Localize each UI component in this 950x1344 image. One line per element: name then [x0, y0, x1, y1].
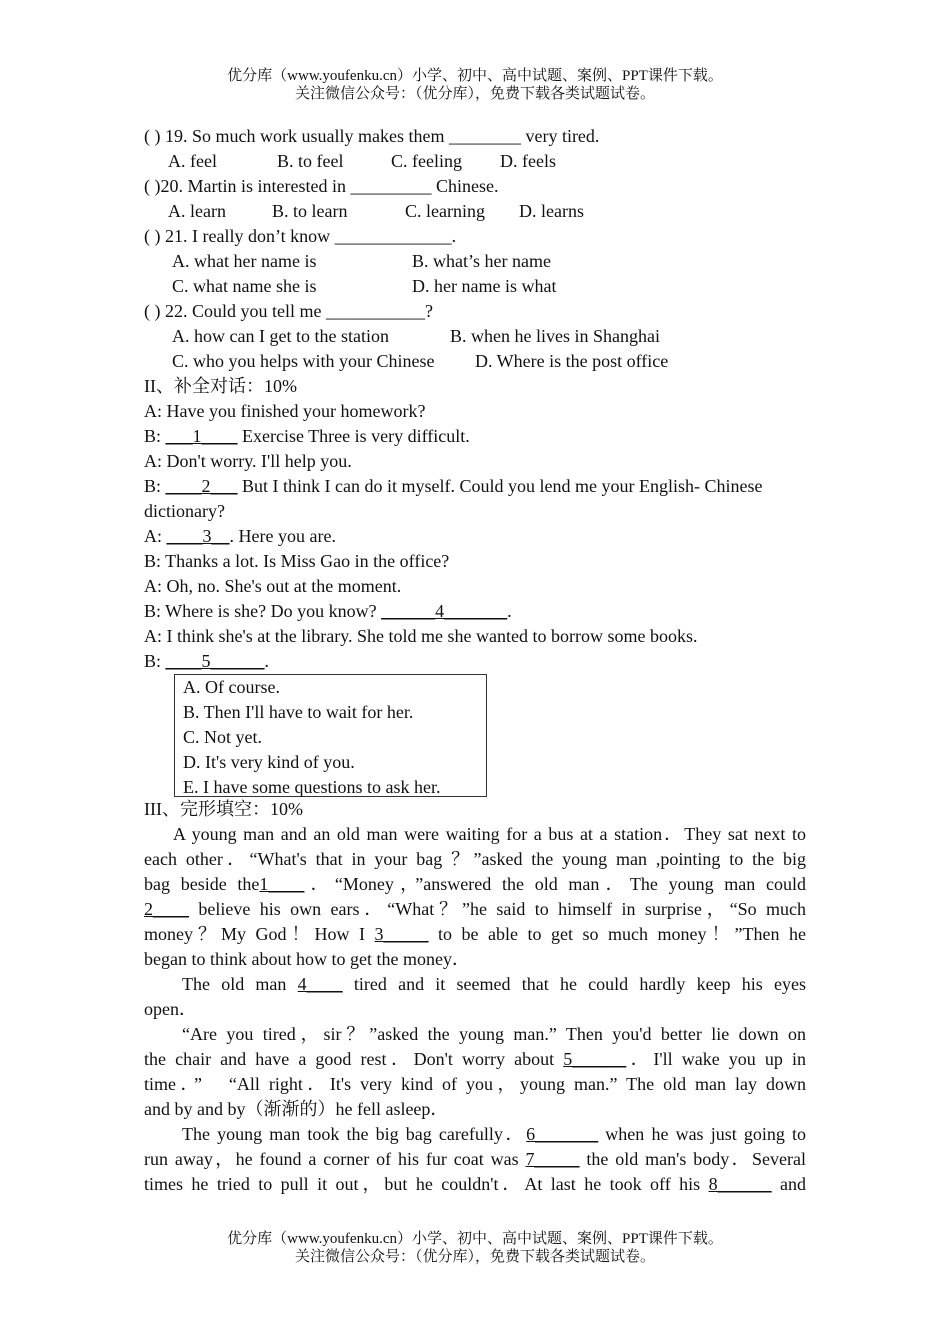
passage-line	[144, 947, 806, 972]
dialogue-text: A: Oh, no. She's out at the moment.	[144, 576, 402, 596]
dialogue-text: A:	[144, 526, 167, 546]
question-stem: ( ) 22. Could you tell me ___________?	[144, 301, 433, 321]
dialogue-text: Exercise Three is very difficult.	[237, 426, 470, 446]
dialogue-line	[144, 599, 806, 624]
dialogue-line	[144, 499, 806, 524]
dialogue-text: But I think I can do it myself. Could you lend me your English- Chinese	[237, 476, 763, 496]
dialogue-line	[144, 524, 806, 549]
passage-line	[144, 1172, 806, 1197]
cloze-blank: 2____	[144, 899, 189, 919]
passage-text: tired and it seemed that he could hardly keep his eyes	[342, 974, 806, 994]
cloze-blank: 1____	[259, 874, 305, 894]
passage-text: believe his own ears．“What？”he said to himself in surprise，“So much	[189, 899, 806, 919]
cloze-blank: 8______	[708, 1174, 772, 1194]
passage-text: open．	[144, 999, 197, 1019]
option: A. feel	[168, 151, 217, 171]
passage-line	[144, 822, 806, 847]
dialogue	[144, 399, 806, 674]
choice-item: A. Of course.	[183, 677, 280, 697]
dialogue-text: .	[264, 651, 270, 671]
options-row	[144, 199, 806, 224]
passage-text: the old man's body．Several	[579, 1149, 807, 1169]
question-stem: ( ) 19. So much work usually makes them ________ very tired.	[144, 126, 600, 146]
dialogue-line	[144, 649, 806, 674]
section-title: II、补全对话：10%	[144, 376, 297, 396]
option: A. learn	[168, 201, 226, 221]
options-row	[144, 274, 806, 299]
option: D. feels	[500, 151, 556, 171]
dialogue-text: B: Where is she? Do you know?	[144, 601, 382, 621]
option: C. who you helps with your Chinese	[172, 351, 435, 371]
passage-line	[144, 1147, 806, 1172]
footer-line-1: 优分库（www.youfenku.cn）小学、初中、高中试题、案例、PPT课件下载。	[227, 1231, 723, 1247]
passage-line	[144, 897, 806, 922]
option: B. what’s her name	[412, 251, 551, 271]
answer-blank: ______4_______	[381, 601, 508, 621]
dialogue-line	[144, 624, 806, 649]
answer-blank: ____3__	[166, 526, 230, 546]
dialogue-line	[144, 399, 806, 424]
dialogue-line	[144, 424, 806, 449]
option: D. learns	[519, 201, 584, 221]
passage-text: money？My God！How I	[144, 924, 375, 944]
option: C. learning	[405, 201, 485, 221]
answer-blank: ____5______	[165, 651, 265, 671]
dialogue-text: B:	[144, 426, 166, 446]
passage-text: The old man	[182, 974, 298, 994]
question-stem: ( ) 21. I really don’t know _____________.	[144, 226, 457, 246]
dialogue-line	[144, 449, 806, 474]
option: C. what name she is	[172, 276, 317, 296]
passage-line	[144, 922, 806, 947]
passage-text: A young man and an old man were waiting for a bus at a station．They sat next to	[173, 824, 806, 844]
passage-text: ．“Money，”answered the old man．The young man could	[304, 874, 806, 894]
cloze-blank: 3_____	[374, 924, 429, 944]
header-line-1: 优分库（www.youfenku.cn）小学、初中、高中试题、案例、PPT课件下载。	[227, 68, 723, 84]
options-row	[144, 324, 806, 349]
cloze-blank: 4____	[297, 974, 343, 994]
choice-box	[174, 674, 487, 797]
question-stem: ( )20. Martin is interested in _________ Chinese.	[144, 176, 499, 196]
option: D. her name is what	[412, 276, 557, 296]
passage-text: The young man took the big bag carefully．	[182, 1124, 527, 1144]
passage-line	[144, 997, 806, 1022]
footer-line-2: 关注微信公众号：（优分库），免费下载各类试题试卷。	[294, 1249, 655, 1265]
dialogue-text: .	[507, 601, 512, 621]
passage-text: bag beside the	[144, 874, 260, 894]
options-row	[144, 149, 806, 174]
page-footer	[0, 1230, 950, 1266]
cloze-passage	[144, 822, 806, 1197]
answer-blank: ___1____	[165, 426, 238, 446]
passage-text: each other．“What's that in your bag ？”asked the young man ,pointing to the big	[144, 849, 806, 869]
passage-line	[144, 972, 806, 997]
options-row	[144, 349, 806, 374]
choice-item: C. Not yet.	[183, 727, 262, 747]
cloze-blank: 5______	[563, 1049, 627, 1069]
dialogue-text: A: Don't worry. I'll help you.	[144, 451, 352, 471]
header-line-2: 关注微信公众号：（优分库），免费下载各类试题试卷。	[294, 86, 655, 102]
section-title: III、完形填空：10%	[144, 799, 303, 819]
dialogue-text: B: Thanks a lot. Is Miss Gao in the office?	[144, 551, 450, 571]
page-header	[0, 67, 950, 103]
cloze-blank: 6_______	[526, 1124, 599, 1144]
passage-line	[144, 1047, 806, 1072]
choice-item: B. Then I'll have to wait for her.	[183, 702, 414, 722]
answer-blank: ____2___	[165, 476, 238, 496]
dialogue-text: A: I think she's at the library. She told me she wanted to borrow some books.	[144, 626, 698, 646]
option: B. when he lives in Shanghai	[450, 326, 660, 346]
dialogue-text: dictionary?	[144, 501, 225, 521]
dialogue-line	[144, 549, 806, 574]
dialogue-line	[144, 574, 806, 599]
passage-line	[144, 1022, 806, 1047]
passage-line	[144, 1097, 806, 1122]
passage-text: began to think about how to get the money．	[144, 949, 470, 969]
passage-text: times he tried to pull it out，but he couldn't．At last he took off his	[144, 1174, 709, 1194]
option: A. what her name is	[172, 251, 317, 271]
option: C. feeling	[391, 151, 462, 171]
exam-content	[144, 124, 806, 1197]
passage-text: time．” “All right．It's very kind of you，young man.” The old man lay down	[144, 1074, 806, 1094]
option: D. Where is the post office	[475, 351, 669, 371]
option: B. to feel	[277, 151, 344, 171]
choice-item: D. It's very kind of you.	[183, 752, 355, 772]
passage-text: the chair and have a good rest．Don't worry about	[144, 1049, 564, 1069]
passage-text: and	[771, 1174, 806, 1194]
passage-text: run away，he found a corner of his fur coat was	[144, 1149, 526, 1169]
passage-line	[144, 872, 806, 897]
passage-line	[144, 1072, 806, 1097]
passage-text: when he was just going to	[598, 1124, 806, 1144]
passage-text: and by and by（渐渐的）he fell asleep．	[144, 1099, 449, 1119]
passage-text: to be able to get so much money！”Then he	[428, 924, 806, 944]
options-row	[144, 249, 806, 274]
dialogue-text: B:	[144, 651, 166, 671]
dialogue-text: B:	[144, 476, 166, 496]
cloze-blank: 7_____	[525, 1149, 580, 1169]
passage-line	[144, 847, 806, 872]
passage-text: ．I'll wake you up in	[626, 1049, 806, 1069]
choice-item: E. I have some questions to ask her.	[183, 777, 441, 797]
dialogue-line	[144, 474, 806, 499]
dialogue-text: . Here you are.	[229, 526, 336, 546]
passage-line	[144, 1122, 806, 1147]
dialogue-text: A: Have you finished your homework?	[144, 401, 426, 421]
option: A. how can I get to the station	[172, 326, 389, 346]
passage-text: “Are you tired，sir？”asked the young man.” Then you'd better lie down on	[182, 1024, 806, 1044]
option: B. to learn	[272, 201, 348, 221]
